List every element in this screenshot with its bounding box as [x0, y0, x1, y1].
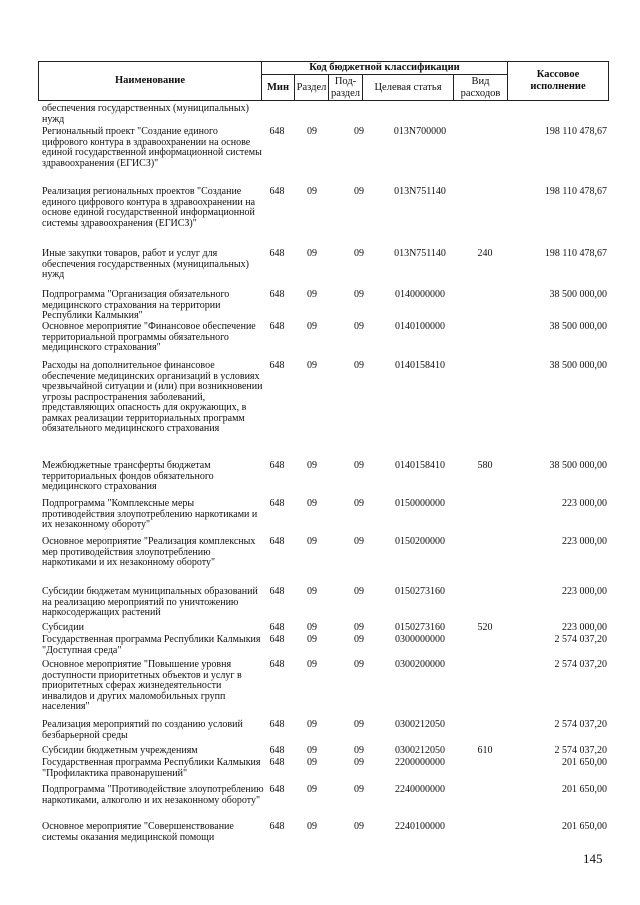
row-podrazdel: 09	[354, 586, 364, 597]
row-amount: 201 650,00	[562, 757, 607, 768]
row-min: 648	[269, 586, 285, 597]
row-min: 648	[269, 460, 285, 471]
row-min: 648	[269, 757, 285, 768]
header-kassovoe: Кассовое исполнение	[508, 62, 609, 101]
row-tselevaya: 0150273160	[395, 586, 445, 597]
row-min: 648	[269, 248, 285, 259]
row-vid: 580	[477, 460, 493, 471]
row-razdel: 09	[307, 498, 317, 509]
header-vid: Вид расходов	[454, 75, 508, 101]
row-amount: 38 500 000,00	[549, 360, 607, 371]
row-podrazdel: 09	[354, 719, 364, 730]
row-min: 648	[269, 360, 285, 371]
row-razdel: 09	[307, 126, 317, 137]
row-razdel: 09	[307, 586, 317, 597]
row-amount: 38 500 000,00	[549, 289, 607, 300]
row-min: 648	[269, 745, 285, 756]
row-name: Основное мероприятие "Совершенствование системы оказания медицинской помощи	[42, 821, 234, 843]
row-razdel: 09	[307, 248, 317, 259]
header-min: Мин	[262, 75, 295, 101]
row-name: Иные закупки товаров, работ и услуг для обеспечения государственных (муниципальных) нужд	[42, 248, 249, 280]
row-tselevaya: 013N700000	[393, 126, 447, 137]
row-name: Подпрограмма "Организация обязательного медицинского страхования на территории Республики Калмыкия"	[42, 289, 230, 321]
row-min: 648	[269, 719, 285, 730]
row-amount: 223 000,00	[562, 498, 607, 509]
row-tselevaya: 0150273160	[395, 622, 445, 633]
row-tselevaya: 0150000000	[395, 498, 445, 509]
row-name: Основное мероприятие "Реализация комплексных мер противодействия злоупотреблению наркотиками и их незаконному обороту"	[42, 536, 256, 568]
row-podrazdel: 09	[354, 498, 364, 509]
row-min: 648	[269, 622, 285, 633]
row-name: Межбюджетные трансферты бюджетам территориальных фондов обязательного медицинского страхования	[42, 460, 214, 492]
header-podrazdel: Под-раздел	[329, 75, 363, 101]
row-tselevaya: 2240000000	[395, 784, 445, 795]
row-amount: 201 650,00	[562, 784, 607, 795]
row-min: 648	[269, 784, 285, 795]
row-podrazdel: 09	[354, 248, 364, 259]
row-podrazdel: 09	[354, 536, 364, 547]
row-razdel: 09	[307, 659, 317, 670]
row-tselevaya: 013N751140	[394, 186, 446, 197]
row-name: Подпрограмма "Противодействие злоупотреблению наркотиками, алкоголю и их незаконному обороту"	[42, 784, 264, 806]
row-amount: 2 574 037,20	[554, 634, 607, 645]
row-razdel: 09	[307, 536, 317, 547]
row-tselevaya: 013N751140	[394, 248, 446, 259]
row-podrazdel: 09	[354, 126, 364, 137]
row-razdel: 09	[307, 289, 317, 300]
row-amount: 38 500 000,00	[549, 460, 607, 471]
header-razdel: Раздел	[295, 75, 329, 101]
row-vid: 520	[477, 622, 493, 633]
row-name: Реализация региональных проектов "Создание единого цифрового контура в здравоохранении на основе единой государственной информационной системы здравоохранения (ЕГИСЗ)"	[42, 186, 256, 229]
header-name: Наименование	[39, 62, 262, 101]
row-razdel: 09	[307, 321, 317, 332]
row-tselevaya: 0140100000	[395, 321, 445, 332]
row-min: 648	[269, 659, 285, 670]
row-min: 648	[269, 289, 285, 300]
row-tselevaya: 0140158410	[395, 460, 445, 471]
row-podrazdel: 09	[354, 321, 364, 332]
row-podrazdel: 09	[354, 360, 364, 371]
row-tselevaya: 0300212050	[395, 719, 445, 730]
row-podrazdel: 09	[354, 659, 364, 670]
header-tselevaya: Целевая статья	[363, 75, 454, 101]
row-podrazdel: 09	[354, 784, 364, 795]
row-podrazdel: 09	[354, 745, 364, 756]
row-podrazdel: 09	[354, 289, 364, 300]
row-name: Субсидии бюджетным учреждениям	[42, 745, 198, 756]
row-min: 648	[269, 498, 285, 509]
row-min: 648	[269, 821, 285, 832]
row-razdel: 09	[307, 784, 317, 795]
row-name: Основное мероприятие "Финансовое обеспечение территориальной программы обязательного медицинского страхования"	[42, 321, 256, 353]
row-name: Субсидии	[42, 622, 84, 633]
row-name: Расходы на дополнительное финансовое обеспечение медицинских организаций в условиях чрезвычайной ситуации и (или) при возникновении угрозы распространения заболеваний, представляющих опасность для окружающих, в рамках реализации территориальных программ обязательного медицинского страхования	[42, 360, 263, 434]
row-razdel: 09	[307, 757, 317, 768]
row-name: Государственная программа Республики Калмыкия "Профилактика правонарушений"	[42, 757, 261, 779]
row-name: Государственная программа Республики Калмыкия "Доступная среда"	[42, 634, 261, 656]
row-podrazdel: 09	[354, 757, 364, 768]
row-razdel: 09	[307, 622, 317, 633]
row-name: обеспечения государственных (муниципальных) нужд	[42, 103, 249, 125]
row-vid: 240	[477, 248, 493, 259]
row-razdel: 09	[307, 460, 317, 471]
row-razdel: 09	[307, 821, 317, 832]
row-razdel: 09	[307, 634, 317, 645]
row-tselevaya: 0300200000	[395, 659, 445, 670]
row-min: 648	[269, 536, 285, 547]
row-amount: 223 000,00	[562, 622, 607, 633]
table-header	[38, 61, 609, 101]
row-vid: 610	[477, 745, 493, 756]
row-razdel: 09	[307, 719, 317, 730]
row-tselevaya: 0300212050	[395, 745, 445, 756]
row-podrazdel: 09	[354, 821, 364, 832]
row-amount: 223 000,00	[562, 536, 607, 547]
row-podrazdel: 09	[354, 634, 364, 645]
row-name: Основное мероприятие "Повышение уровня доступности приоритетных объектов и услуг в приоритетных сферах жизнедеятельности инвалидов и других маломобильных групп населения"	[42, 659, 242, 712]
row-podrazdel: 09	[354, 186, 364, 197]
row-razdel: 09	[307, 745, 317, 756]
row-tselevaya: 2200000000	[395, 757, 445, 768]
row-tselevaya: 2240100000	[395, 821, 445, 832]
row-min: 648	[269, 186, 285, 197]
row-podrazdel: 09	[354, 460, 364, 471]
row-amount: 198 110 478,67	[544, 126, 607, 137]
row-name: Реализация мероприятий по созданию условий безбарьерной среды	[42, 719, 243, 741]
row-min: 648	[269, 634, 285, 645]
row-tselevaya: 0150200000	[395, 536, 445, 547]
row-min: 648	[269, 321, 285, 332]
row-amount: 201 650,00	[562, 821, 607, 832]
row-name: Субсидии бюджетам муниципальных образований на реализацию мероприятий по уничтожению наркосодержащих растений	[42, 586, 258, 618]
row-amount: 198 110 478,67	[544, 186, 607, 197]
row-tselevaya: 0140000000	[395, 289, 445, 300]
page-number: 145	[583, 851, 603, 866]
row-amount: 38 500 000,00	[549, 321, 607, 332]
row-razdel: 09	[307, 186, 317, 197]
row-amount: 223 000,00	[562, 586, 607, 597]
row-podrazdel: 09	[354, 622, 364, 633]
row-amount: 2 574 037,20	[554, 659, 607, 670]
row-min: 648	[269, 126, 285, 137]
row-razdel: 09	[307, 360, 317, 371]
row-tselevaya: 0300000000	[395, 634, 445, 645]
row-amount: 198 110 478,67	[544, 248, 607, 259]
row-name: Региональный проект "Создание единого цифрового контура в здравоохранении на основе единой государственной информационной системы здравоохранения (ЕГИСЗ)"	[42, 126, 262, 169]
row-tselevaya: 0140158410	[395, 360, 445, 371]
row-amount: 2 574 037,20	[554, 745, 607, 756]
row-name: Подпрограмма "Комплексные меры противодействия злоупотреблению наркотиками и их незаконному обороту"	[42, 498, 258, 530]
row-amount: 2 574 037,20	[554, 719, 607, 730]
header-code-group: Код бюджетной классификации	[262, 62, 508, 75]
